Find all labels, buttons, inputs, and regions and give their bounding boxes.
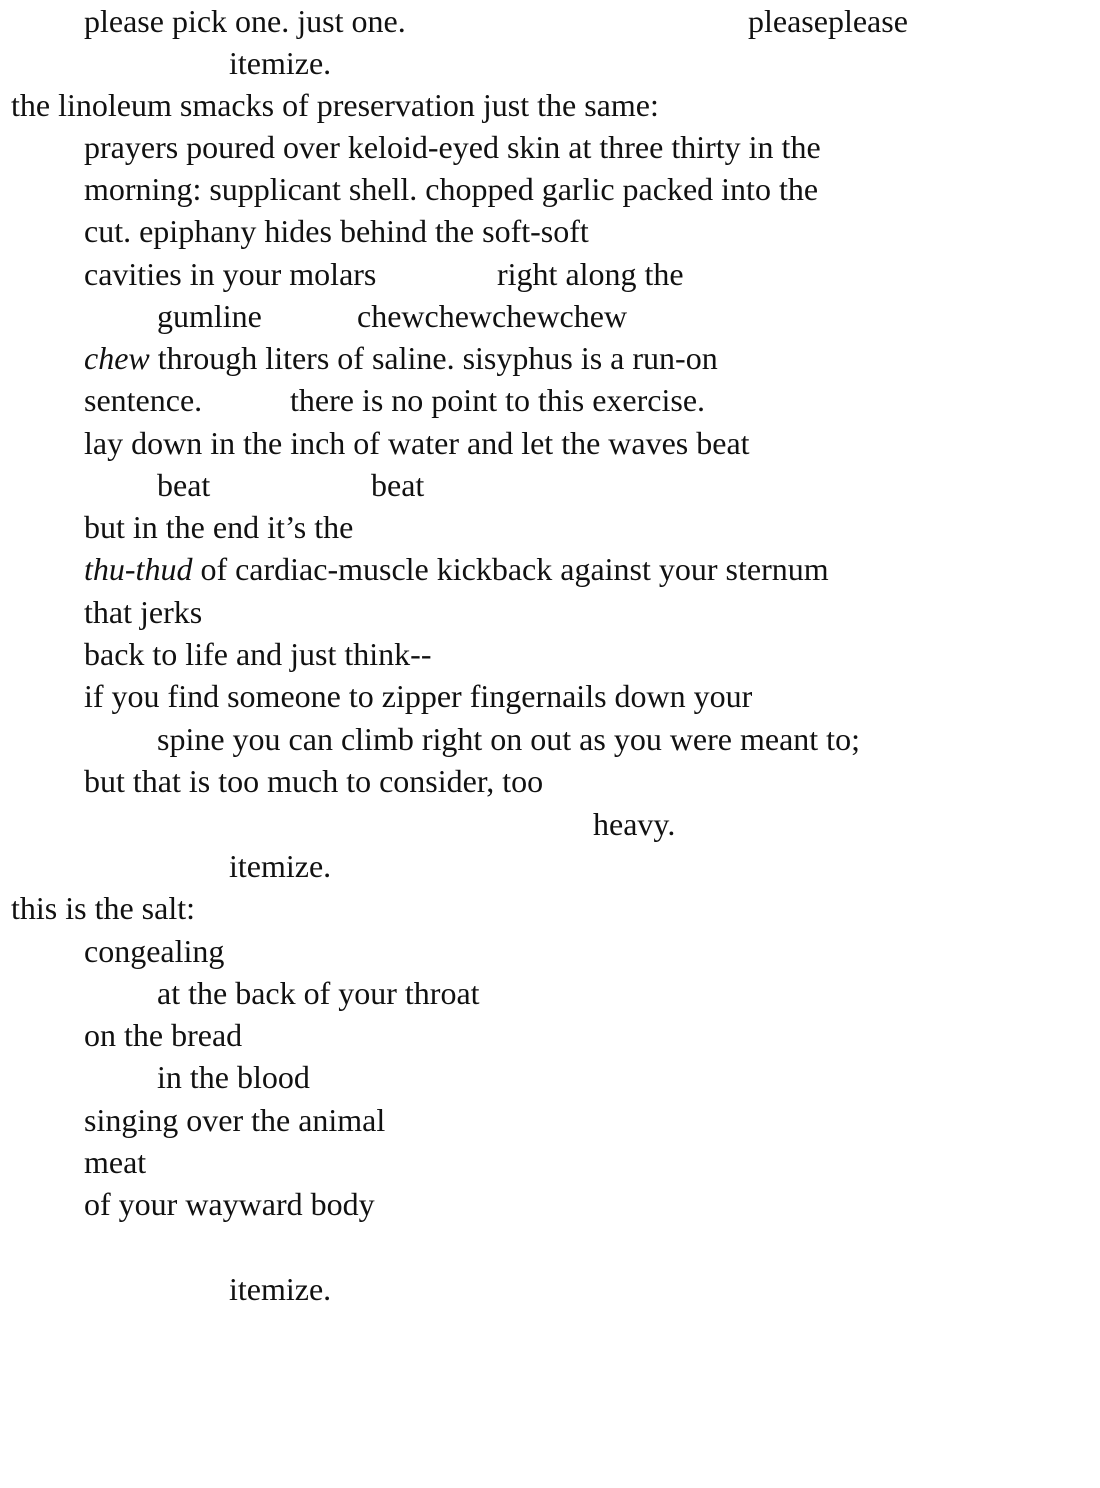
poem-line xyxy=(0,295,1100,337)
poem-text: sentence. xyxy=(84,382,203,418)
poem-line xyxy=(0,675,1100,717)
poem-text: beat xyxy=(157,467,211,503)
poem-line xyxy=(0,464,1100,506)
poem-text: the linoleum smacks of preservation just the same: xyxy=(11,87,659,123)
poem-line xyxy=(0,0,1100,42)
poem-line xyxy=(0,84,1100,126)
poem-text: on the bread xyxy=(84,1017,243,1053)
poem-line xyxy=(0,1141,1100,1183)
poem-text: right along the xyxy=(497,256,684,292)
poem-text: congealing xyxy=(84,933,225,969)
poem-text-rest: of cardiac-muscle kickback against your sternum xyxy=(192,551,829,587)
poem-text: there is no point to this exercise. xyxy=(290,382,706,418)
poem-line xyxy=(0,379,1100,421)
poem-text: this is the salt: xyxy=(11,890,195,926)
poem-line xyxy=(0,126,1100,168)
poem-text: in the blood xyxy=(157,1059,310,1095)
poem-text: gumline xyxy=(157,298,262,334)
poem-text: heavy. xyxy=(593,806,676,842)
poem-text: that jerks xyxy=(84,594,203,630)
poem-line xyxy=(0,253,1100,295)
poem-text: cut. epiphany hides behind the soft-soft xyxy=(84,213,589,249)
poem-text: singing over the animal xyxy=(84,1102,386,1138)
poem-line xyxy=(0,760,1100,802)
poem-line xyxy=(0,1183,1100,1225)
poem-text: but that is too much to consider, too xyxy=(84,763,544,799)
poem-text: chewchewchewchew xyxy=(357,298,628,334)
poem-line xyxy=(0,1268,1100,1310)
poem-line xyxy=(0,972,1100,1014)
poem-text: prayers poured over keloid-eyed skin at three thirty in the xyxy=(84,129,821,165)
poem-line xyxy=(0,887,1100,929)
poem-line xyxy=(0,506,1100,548)
poem-text: itemize. xyxy=(229,45,332,81)
poem-text: at the back of your throat xyxy=(157,975,480,1011)
poem-text-rest: through liters of saline. sisyphus is a run-on xyxy=(149,340,718,376)
poem-line xyxy=(0,1099,1100,1141)
poem-line xyxy=(0,1056,1100,1098)
poem-text: beat xyxy=(371,467,425,503)
poem-text: itemize. xyxy=(229,1271,332,1307)
poem-line xyxy=(0,422,1100,464)
poem-line xyxy=(0,337,1100,379)
poem-line xyxy=(0,591,1100,633)
poem-text: back to life and just think-- xyxy=(84,636,432,672)
poem-text: if you find someone to zipper fingernails down your xyxy=(84,678,753,714)
poem-line xyxy=(0,930,1100,972)
poem-text: meat xyxy=(84,1144,147,1180)
poem-line xyxy=(0,168,1100,210)
poem-line xyxy=(0,845,1100,887)
italic-word: chew xyxy=(84,340,150,376)
poem-line xyxy=(0,42,1100,84)
poem-line xyxy=(0,718,1100,760)
poem-text xyxy=(84,548,829,590)
poem-text: cavities in your molars xyxy=(84,256,377,292)
italic-word: thu-thud xyxy=(84,551,193,587)
poem-text: pleaseplease xyxy=(748,3,908,39)
poem-text xyxy=(84,337,718,379)
poem-line xyxy=(0,803,1100,845)
poem-text: morning: supplicant shell. chopped garlic packed into the xyxy=(84,171,819,207)
poem-line xyxy=(0,1014,1100,1056)
poem-text: of your wayward body xyxy=(84,1186,375,1222)
poem-line xyxy=(0,210,1100,252)
poem-text: itemize. xyxy=(229,848,332,884)
poem-text: lay down in the inch of water and let the waves beat xyxy=(84,425,750,461)
poem-text: please pick one. just one. xyxy=(84,3,406,39)
poem-line xyxy=(0,548,1100,590)
poem-line xyxy=(0,633,1100,675)
poem-text: but in the end it’s the xyxy=(84,509,354,545)
poem-text: spine you can climb right on out as you were meant to; xyxy=(157,721,860,757)
